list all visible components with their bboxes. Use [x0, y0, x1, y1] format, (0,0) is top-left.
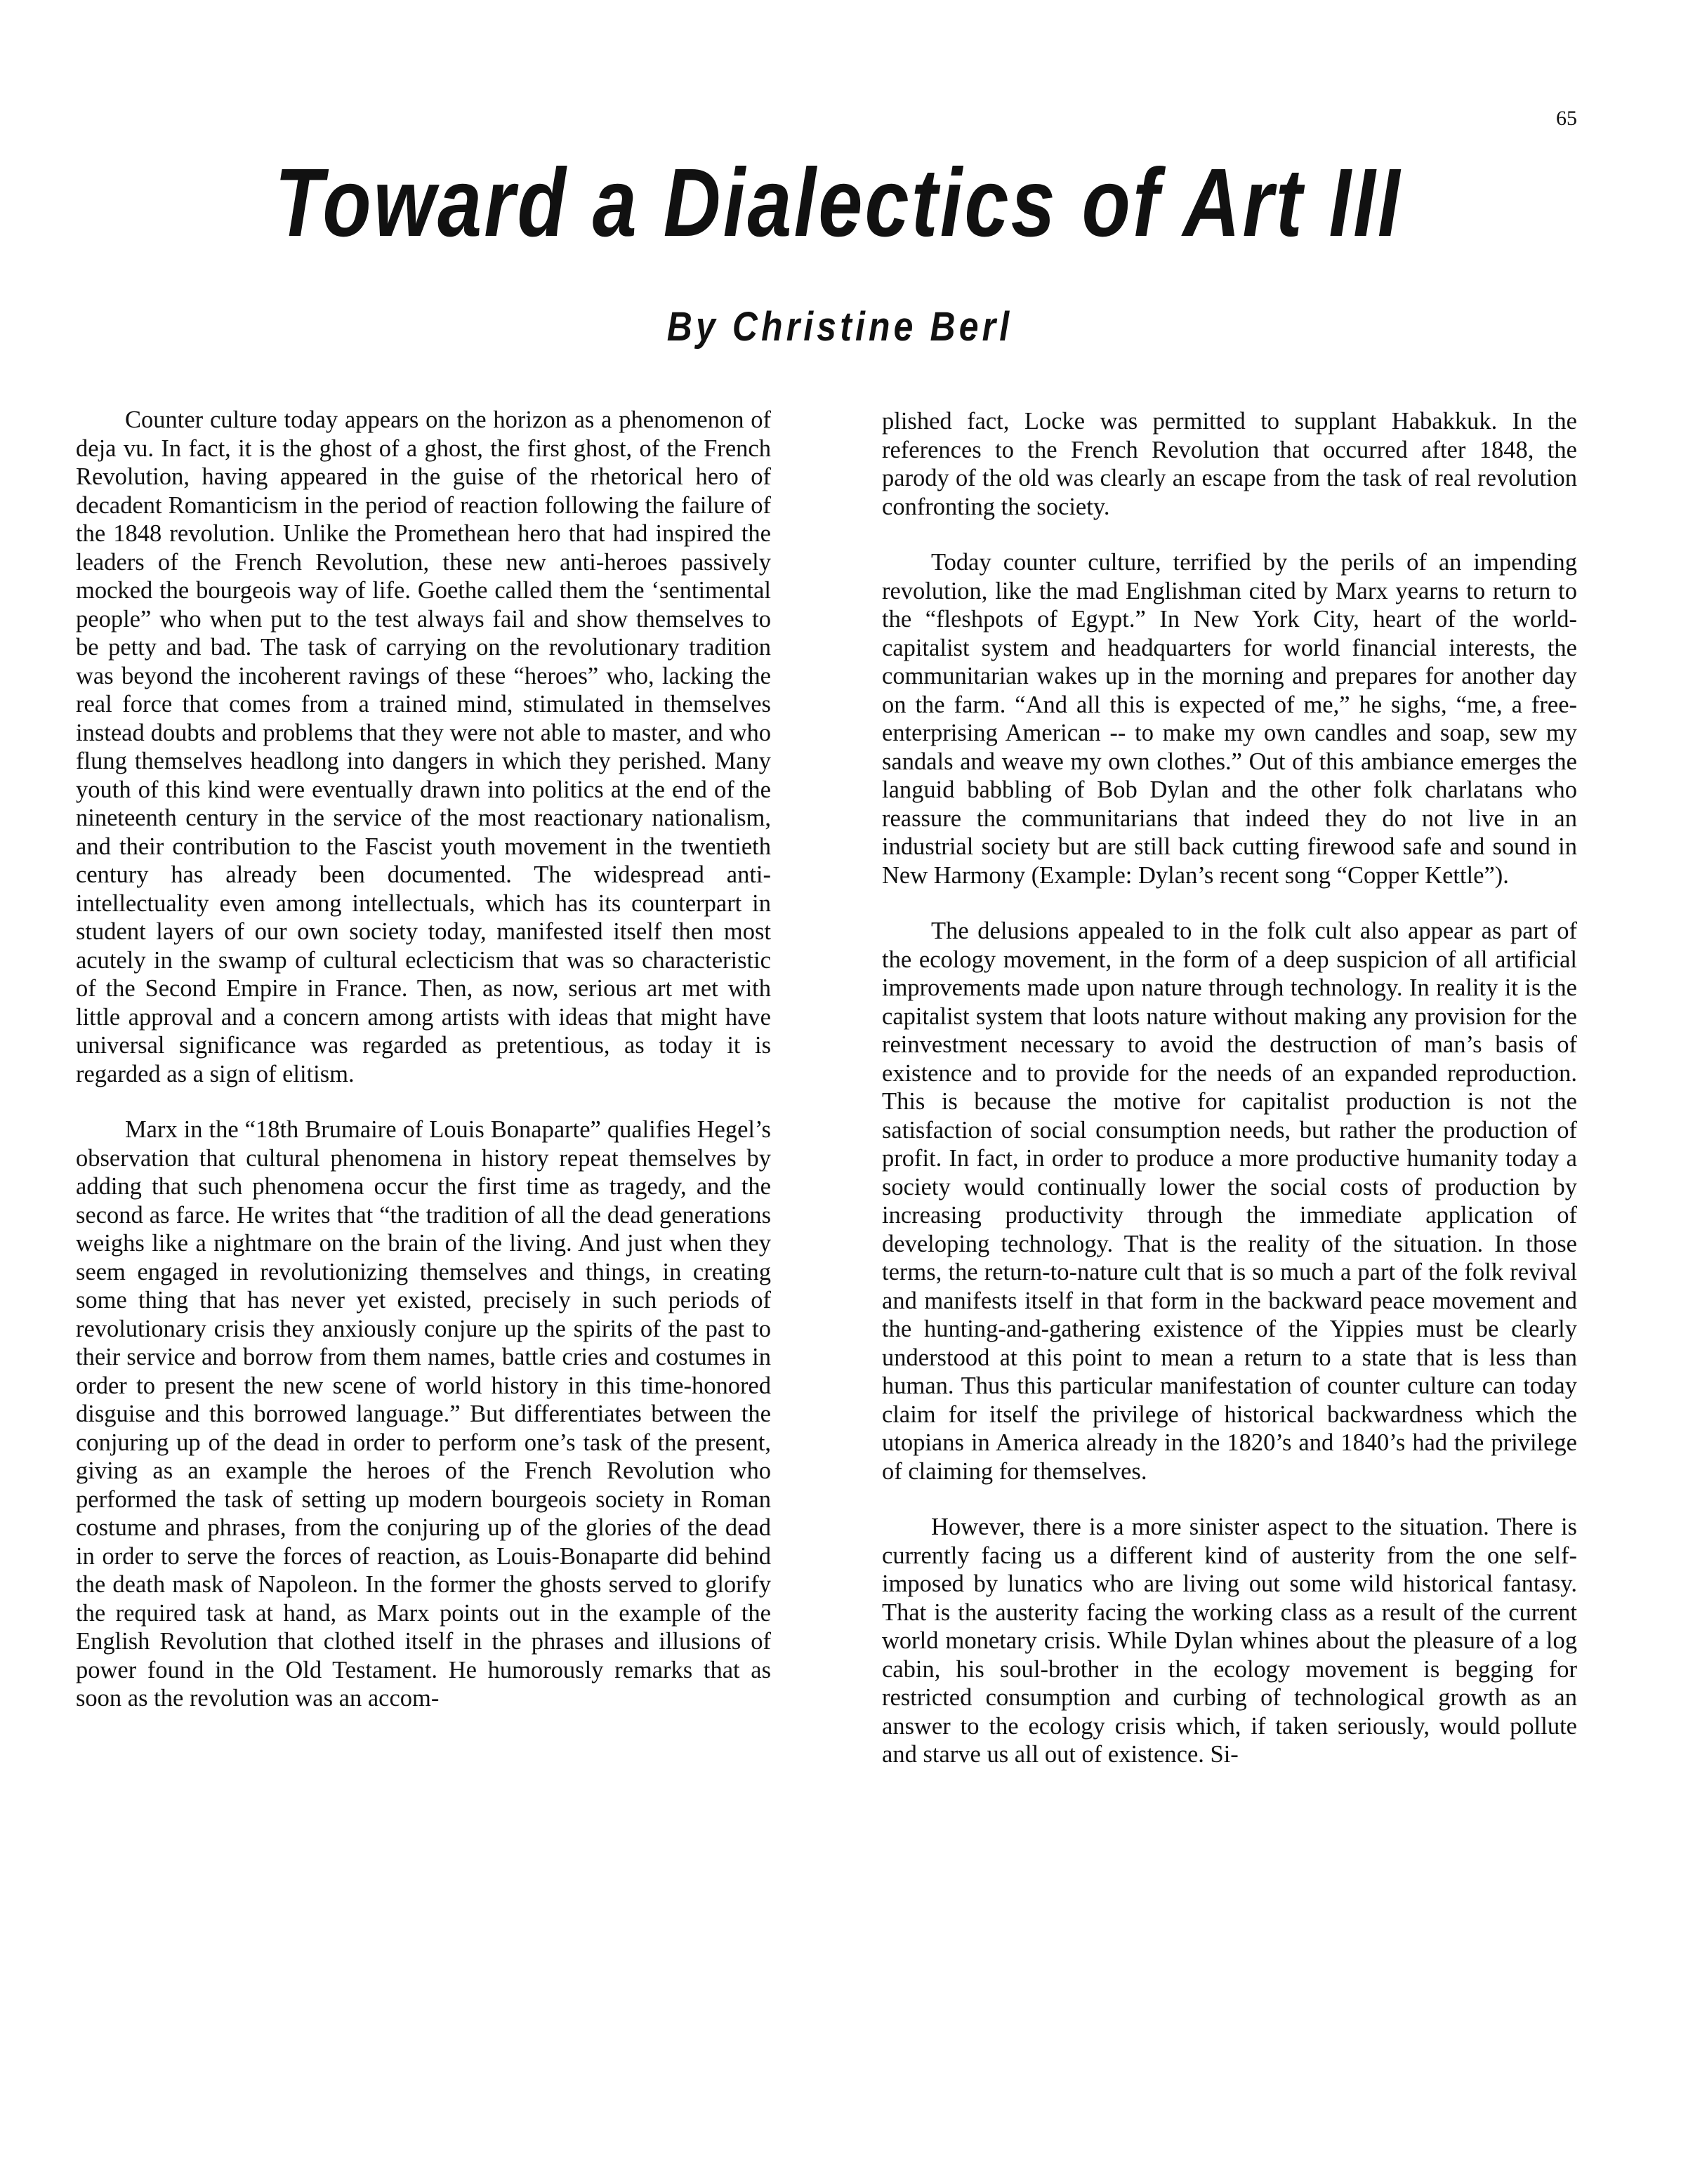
left-column — [76, 406, 771, 1740]
page-number: 65 — [1556, 107, 1577, 130]
paragraph: However, there is a more sinister aspect to the situation. There is currently facing us a different kind of austerity from the one self-imposed by lunatics who are living out some wild historical fantasy. That is the austerity facing the working class as a result of the current world monetary crisis. While Dylan whines about the pleasure of a log cabin, his soul-brother in the ecology movement is begging for restricted consumption and curbing of technological growth as an answer to the ecology crisis which, if taken seriously, would pollute and starve us all out of existence. Si- — [882, 1514, 1577, 1768]
right-column — [882, 407, 1577, 1796]
paragraph: Counter culture today appears on the horizon as a phenomenon of deja vu. In fact, it is the ghost of a ghost, the first ghost, of the French Revolution, having appeared in the guise of the rhetorical hero of decadent Romanticism in the period of reaction following the failure of the 1848 revolution. Unlike the Promethean hero that had inspired the leaders of the French Revolution, these new anti-heroes passively mocked the bourgeois way of life. Goethe called them the ‘sentimental people” who when put to the test always fail and show themselves to be petty and bad. The task of carrying on the revolutionary tradition was beyond the incoherent ravings of these “heroes” who, lacking the real force that comes from a trained mind, stimulated in themselves instead doubts and problems that they were not able to master, and who flung themselves headlong into dangers in which they perished. Many youth of this kind were eventually drawn into politics at the end of the nineteenth century in the service of the most reactionary nationalism, and their contribution to the Fascist youth movement in the twentieth century has already been documented. The widespread anti-intellectuality even among intellectuals, which has its counterpart in student layers of our own society today, manifested itself then most acutely in the swamp of cultural eclecticism that was so characteristic of the Second Empire in France. Then, as now, serious art met with little approval and a concern among artists with ideas that might have universal significance was regarded as pretentious, as today it is regarded as a sign of elitism. — [76, 406, 771, 1087]
author-byline: By Christine Berl — [666, 304, 1013, 350]
paragraph: The delusions appealed to in the folk cult also appear as part of the ecology movement, in the form of a deep suspicion of all artificial improvements made upon nature through technology. In reality it is the capitalist system that loots nature without making any provision for the reinvestment necessary to avoid the destruction of man’s basis of existence and to provide for the needs of an expanded reproduction. This is because the motive for capitalist production is not the satisfaction of social consumption needs, but rather the production of profit. In fact, in order to produce a more productive humanity today a society would continually lower the social costs of production by increasing productivity through the immediate application of developing technology. That is the reality of the situation. In those terms, the return-to-nature cult that is so much a part of the folk revival and manifests itself in that form in the backward peace movement and the hunting-and-gathering existence of the Yippies must be clearly understood at this point to mean a return to a state that is less than human. Thus this particular manifestation of counter culture can today claim for itself the privilege of historical backwardness which the utopians in America already in the 1820’s and 1840’s had the privilege of claiming for themselves. — [882, 918, 1577, 1485]
article-title: Toward a Dialectics of Art III — [275, 149, 1402, 257]
paragraph: Today counter culture, terrified by the perils of an impending revolution, like the mad Englishman cited by Marx yearns to return to the “fleshpots of Egypt.” In New York City, heart of the world-capitalist system and headquarters for world financial interests, the communitarian wakes up in the morning and prepares for another day on the farm. “And all this is expected of me,” he sighs, “me, a free-enterprising American -- to make my own candles and soap, sew my sandals and weave my own clothes.” Out of this ambiance emerges the languid babbling of Bob Dylan and the other folk charlatans who reassure the communitarians that indeed they do not live in an industrial society but are still back cutting firewood safe and sound in New Harmony (Example: Dylan’s recent song “Copper Kettle”). — [882, 549, 1577, 889]
paragraph: plished fact, Locke was permitted to supplant Habakkuk. In the references to the French Revolution that occurred after 1848, the parody of the old was clearly an escape from the task of real revolution confronting the society. — [882, 408, 1577, 520]
paragraph: Marx in the “18th Brumaire of Louis Bonaparte” qualifies Hegel’s observation that cultural phenomena in history repeat themselves by adding that such phenomena occur the first time as tragedy, and the second as farce. He writes that “the tradition of all the dead generations weighs like a nightmare on the brain of the living. And just when they seem engaged in revolutionizing themselves and things, in creating some thing that has never yet existed, precisely in such periods of revolutionary crisis they anxiously conjure up the spirits of the past to their service and borrow from them names, battle cries and costumes in order to present the new scene of world history in this time-honored disguise and this borrowed language.” But differentiates between the conjuring up of the dead in order to perform one’s task of the present, giving as an example the heroes of the French Revolution who performed the task of setting up modern bourgeois society in Roman costume and phrases, from the conjuring up of the glories of the dead in order to serve the forces of reaction, as Louis-Bonaparte did behind the death mask of Napoleon. In the former the ghosts served to glorify the required task at hand, as Marx points out in the example of the English Revolution that clothed itself in the phrases and illusions of power found in the Old Testament. He humorously remarks that as soon as the revolution was an accom- — [76, 1116, 771, 1712]
